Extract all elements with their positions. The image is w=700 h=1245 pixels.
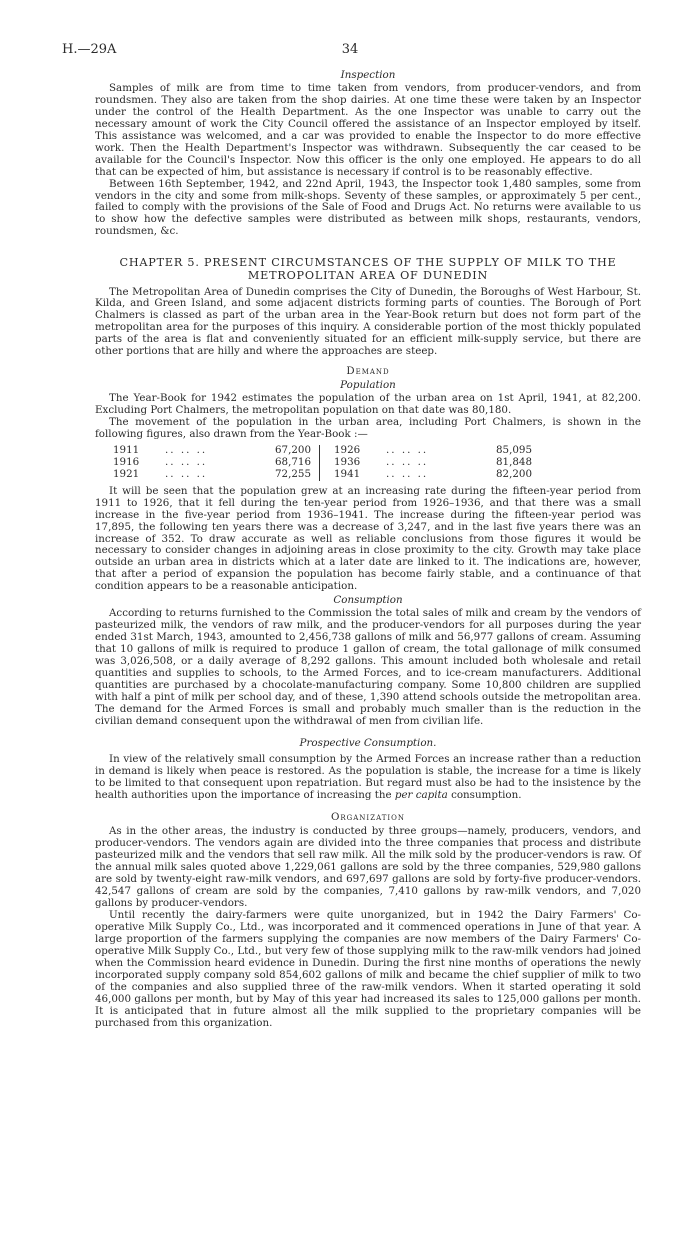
prospective-text-b: consumption. — [447, 788, 522, 801]
inspection-heading: Inspection — [340, 69, 396, 81]
year-cell: 1936 — [334, 455, 361, 468]
chapter-title: CHAPTER 5. PRESENT CIRCUMSTANCES OF THE SUPPLY OF MILK TO THE METROPOLITAN AREA OF DUNEDIN — [119, 256, 617, 282]
organization-paragraph-2: Until recently the dairy-farmers were quite unorganized, but in 1942 the Dairy Farmers' Co-operative Milk Supply Co., Ltd., was incorporated and it commenced operations in June of that year. A large proportion of the farmers supplying the companies are now members of the Dairy Farmers' Co-operative Milk Supply Co., Ltd., but very few of those supplying milk to the raw-milk vendors had joined when the Commission heard evidence in Dunedin. During the first nine months of operations the newly incorporated supply company sold 854,602 gallons of milk and became the chief supplier of milk to two of the companies and also supplied three of the raw-milk vendors. When it started operating it sold 46,000 gallons per month, but by May of this year had increased its sales to 125,000 gallons per month. It is anticipated that in future almost all the milk supplied to the proprietary companies will be purchased from this organization. — [95, 909, 641, 1029]
table-row — [113, 457, 540, 469]
leader-dots: .. .. .. — [386, 455, 429, 468]
population-value: 67,200 — [274, 443, 311, 456]
leader-dots: .. .. .. — [386, 467, 429, 480]
year-cell: 1941 — [334, 467, 361, 480]
leader-dots: .. .. .. — [165, 467, 208, 480]
year-cell: 1921 — [113, 467, 140, 480]
population-value: 81,848 — [495, 455, 532, 468]
population-paragraph-1: The Year-Book for 1942 estimates the population of the urban area on 1st April, 1941, at 82,200. Excluding Port Chalmers, the metropolitan population on that date was 80,180. — [95, 392, 641, 417]
leader-dots: .. .. .. — [386, 443, 429, 456]
year-cell: 1916 — [113, 455, 140, 468]
organization-heading: Organization — [330, 810, 406, 823]
population-value: 72,255 — [274, 467, 311, 480]
prospective-text-a: In view of the relatively small consumption by the Armed Forces an increase rather than a reduction in demand is likely when peace is restored. As the population is stable, the increase for a time is likely to be limited to that consequent upon repatriation. But regard must also be had to the insistence by the health authorities upon the importance of increasing the — [95, 752, 641, 801]
document-reference: H.—29A — [62, 42, 117, 57]
prospective-consumption-heading: Prospective Consumption. — [299, 736, 437, 749]
table-row — [113, 469, 540, 481]
population-table — [113, 445, 540, 481]
population-value: 85,095 — [495, 443, 532, 456]
inspection-paragraph-1: Samples of milk are from time to time taken from vendors, from producer-vendors, and from roundsmen. They also are taken from the shop dairies. At one time these were taken by an Inspector under the control of the Health Department. As the one Inspector was unable to carry out the necessary amount of work the City Council offered the assistance of an Inspector employed by itself. This assistance was welcomed, and a car was provided to enable the Inspector to do more effective work. Then the Health Department's Inspector was withdrawn. Subsequently the car ceased to be available for the Council's Inspector. Now this officer is the only one employed. He appears to do all that can be expected of him, but assistance is necessary if control is to be reasonably effective. — [95, 81, 641, 178]
per-capita-emphasis: per capita — [394, 788, 448, 801]
inspection-paragraph-2: Between 16th September, 1942, and 22nd April, 1943, the Inspector took 1,480 samples, some from vendors in the city and some from milk-shops. Seventy of these samples, or approximately 5 per cent., failed to comply with the provisions of the Sale of Food and Drugs Act. No returns were available to us to show how the defective samples were distributed as between milk shops, restaurants, vendors, roundsmen, &c. — [95, 177, 641, 238]
document-body — [95, 68, 641, 1030]
column-divider — [320, 445, 335, 457]
column-divider — [320, 469, 335, 481]
population-paragraph-2: The movement of the population in the urban area, including Port Chalmers, is shown in the following figures, also drawn from the Year-Book :— — [95, 416, 641, 441]
year-cell: 1911 — [113, 443, 140, 456]
demand-heading: Demand — [346, 365, 390, 378]
chapter-paragraph-1: The Metropolitan Area of Dunedin comprises the City of Dunedin, the Boroughs of West Harbour, St. Kilda, and Green Island, and some adjacent districts forming parts of counties. The Borough of Port Chalmers is classed as part of the urban area in the Year-Book return but does not form part of the metropolitan area for the purposes of this inquiry. A considerable portion of the most thickly populated parts of the area is flat and conveniently situated for an efficient milk-supply service, but there are other portions that are hilly and where the approaches are steep. — [95, 285, 641, 358]
page-number: 34 — [341, 42, 359, 57]
population-heading: Population — [340, 379, 396, 392]
leader-dots: .. .. .. — [165, 455, 208, 468]
consumption-paragraph-1: According to returns furnished to the Commission the total sales of milk and cream by the vendors of pasteurized milk, the vendors of raw milk, and the producer-vendors for all purposes during the year ended 31st March, 1943, amounted to 2,456,738 gallons of milk and 56,977 gallons of cream. Assuming that 10 gallons of milk is required to produce 1 gallon of cream, the total gallonage of milk consumed was 3,026,508, or a daily average of 8,292 gallons. This amount included both wholesale and retail quantities and supplies to schools, to the Armed Forces, and to ice-cream manufacturers. Additional quantities are purchased by a chocolate-manufacturing company. Some 10,800 children are supplied with half a pint of milk per school day, and of these, 1,390 attend schools outside the metropolitan area. The demand for the Armed Forces is small and probably much smaller than is the reduction in the civilian demand consequent upon the withdrawal of men from civilian life. — [95, 607, 641, 727]
population-value: 82,200 — [495, 467, 532, 480]
column-divider — [320, 457, 335, 469]
page-header — [62, 42, 638, 58]
organization-paragraph-1: As in the other areas, the industry is conducted by three groups—namely, producers, vendors, and producer-vendors. The vendors again are divided into the three companies that process and distribute pasteurized milk and the vendors that sell raw milk. All the milk sold by the producer-vendors is raw. Of the annual milk sales quoted above 1,229,061 gallons are sold by the three companies, 529,980 gallons are sold by twenty-eight raw-milk vendors, and 697,697 gallons are sold by forty-five producer-vendors. 42,547 gallons of cream are sold by the companies, 7,410 gallons by raw-milk vendors, and 7,020 gallons by producer-vendors. — [95, 825, 641, 910]
prospective-paragraph-1 — [95, 754, 641, 802]
year-cell: 1926 — [334, 443, 361, 456]
population-paragraph-3: It will be seen that the population grew at an increasing rate during the fifteen-year period from 1911 to 1926, that it fell during the ten-year period from 1926–1936, and that there was a small increase in the five-year period from 1936–1941. The increase during the fifteen-year period was 17,895, the following ten years there was a decrease of 3,247, and in the last five years there was an increase of 352. To draw accurate as well as reliable conclusions from those figures it would be necessary to consider changes in adjoining areas in close proximity to the city. Growth may take place outside an urban area in districts which at a later date are linked to it. The indications are, however, that after a period of expansion the population has become fairly stable, and a continuance of that condition appears to be a reasonable anticipation. — [95, 484, 641, 593]
consumption-heading: Consumption — [333, 594, 403, 607]
leader-dots: .. .. .. — [165, 443, 208, 456]
population-value: 68,716 — [274, 455, 311, 468]
